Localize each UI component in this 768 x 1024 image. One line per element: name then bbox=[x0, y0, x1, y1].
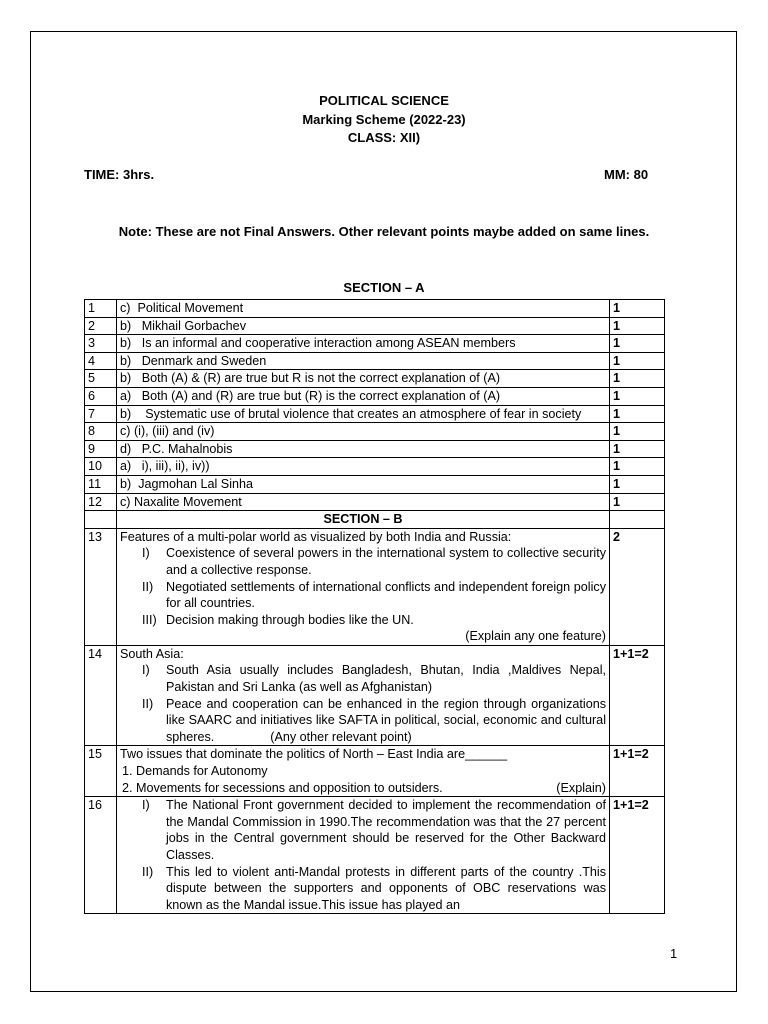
marks-cell: 1 bbox=[610, 300, 665, 318]
question-number: 14 bbox=[85, 645, 117, 746]
answer-row bbox=[85, 423, 665, 441]
answer-points bbox=[120, 662, 610, 745]
marks-cell: 1+1=2 bbox=[610, 645, 665, 746]
answer-cell: c) Political Movement bbox=[117, 300, 610, 318]
answer-row bbox=[85, 493, 665, 511]
marks-cell: 1 bbox=[610, 423, 665, 441]
answer-intro: South Asia: bbox=[120, 646, 184, 661]
class-title: CLASS: XII) bbox=[347, 130, 421, 145]
answer-cell bbox=[117, 645, 610, 746]
answer-intro: Two issues that dominate the politics of North – East India are______ bbox=[120, 747, 508, 762]
answer-cell: c) (i), (iii) and (iv) bbox=[117, 423, 610, 441]
answer-row bbox=[85, 300, 665, 318]
question-number: 11 bbox=[85, 475, 117, 493]
answer-intro: Features of a multi-polar world as visualized by both India and Russia: bbox=[120, 529, 512, 544]
answer-cell: a) i), iii), ii), iv)) bbox=[117, 458, 610, 476]
marks-cell: 1 bbox=[610, 387, 665, 405]
question-number: 9 bbox=[85, 440, 117, 458]
answer-point: II) Negotiated settlements of international conflicts and independent foreign policy for all countries. bbox=[142, 579, 606, 611]
subject-title: POLITICAL SCIENCE bbox=[319, 93, 449, 108]
answer-cell: c) Naxalite Movement bbox=[117, 493, 610, 511]
answer-note: (Explain) bbox=[556, 780, 606, 795]
answer-row bbox=[85, 352, 665, 370]
answer-points bbox=[120, 545, 606, 628]
question-number: 10 bbox=[85, 458, 117, 476]
answer-row bbox=[85, 440, 665, 458]
answer-point: 1. Demands for Autonomy bbox=[122, 764, 268, 779]
marks-cell: 1 bbox=[610, 370, 665, 388]
answer-row bbox=[85, 317, 665, 335]
answer-point: I) The National Front government decided to implement the recommendation of the Mandal Commission in 1990.The recommendation was that the 27 percent jobs in the Central government should be reserved for the Other Backward Classes. bbox=[142, 798, 606, 862]
answer-cell bbox=[117, 746, 610, 797]
answer-row bbox=[85, 387, 665, 405]
question-number: 6 bbox=[85, 387, 117, 405]
question-row-15 bbox=[85, 746, 665, 797]
answer-cell bbox=[117, 528, 610, 645]
document-header bbox=[0, 92, 768, 148]
answer-note: (Explain any one feature) bbox=[465, 629, 606, 644]
question-number: 15 bbox=[85, 746, 117, 797]
answer-point: I) South Asia usually includes Bangladesh, Bhutan, India ,Maldives Nepal, Pakistan and Sri Lanka (as well as Afghanistan) bbox=[142, 663, 606, 695]
question-row-13 bbox=[85, 528, 665, 645]
question-number: 3 bbox=[85, 335, 117, 353]
answer-cell: a) Both (A) and (R) are true but (R) is the correct explanation of (A) bbox=[117, 387, 610, 405]
answer-cell bbox=[117, 797, 610, 914]
max-marks-label: MM: 80 bbox=[604, 167, 649, 182]
marks-cell: 1+1=2 bbox=[610, 797, 665, 914]
answer-cell: b) Systematic use of brutal violence that creates an atmosphere of fear in society bbox=[117, 405, 610, 423]
section-a-rows bbox=[85, 300, 665, 511]
question-number: 8 bbox=[85, 423, 117, 441]
marks-cell: 1 bbox=[610, 493, 665, 511]
marks-cell: 1 bbox=[610, 458, 665, 476]
question-number: 16 bbox=[85, 797, 117, 914]
question-number: 7 bbox=[85, 405, 117, 423]
marks-cell: 1 bbox=[610, 352, 665, 370]
time-label: TIME: 3hrs. bbox=[84, 167, 155, 182]
page-number: 1 bbox=[670, 946, 678, 961]
question-number: 13 bbox=[85, 528, 117, 645]
marks-cell: 1 bbox=[610, 475, 665, 493]
question-number: 5 bbox=[85, 370, 117, 388]
question-number: 12 bbox=[85, 493, 117, 511]
answer-row bbox=[85, 458, 665, 476]
question-number: 4 bbox=[85, 352, 117, 370]
marking-scheme-title: Marking Scheme (2022-23) bbox=[302, 111, 466, 127]
answer-row bbox=[85, 335, 665, 353]
section-b-heading: SECTION – B bbox=[117, 511, 610, 529]
answer-point: 2. Movements for secessions and opposition to outsiders. (Explain) bbox=[122, 780, 606, 795]
answer-row bbox=[85, 405, 665, 423]
answer-cell: b) Jagmohan Lal Sinha bbox=[117, 475, 610, 493]
note-text: Note: These are not Final Answers. Other relevant points maybe added on same lines. bbox=[118, 224, 650, 239]
answer-point: II) This led to violent anti-Mandal protests in different parts of the country .This dispute between the supporters and opponents of OBC reservations was known as the Mandal issue.This issue has played an bbox=[142, 864, 606, 912]
answer-point: II) Peace and cooperation can be enhanced in the region through organizations like SAARC and initiatives like SAFTA in political, social, economic and cultural spheres. (Any other relevant point) bbox=[142, 696, 610, 744]
marks-cell: 2 bbox=[610, 528, 665, 645]
answer-cell: b) Denmark and Sweden bbox=[117, 352, 610, 370]
answer-row bbox=[85, 370, 665, 388]
marking-scheme-table bbox=[84, 299, 665, 914]
answer-points bbox=[120, 763, 606, 796]
answer-points bbox=[120, 797, 606, 913]
answer-cell: d) P.C. Mahalnobis bbox=[117, 440, 610, 458]
marks-cell: 1+1=2 bbox=[610, 746, 665, 797]
marks-cell: 1 bbox=[610, 405, 665, 423]
marks-cell: 1 bbox=[610, 335, 665, 353]
answer-point: I) Coexistence of several powers in the international system to collective security and a collective response. bbox=[142, 546, 606, 577]
question-row-14 bbox=[85, 645, 665, 746]
answer-point: III) Decision making through bodies like the UN. bbox=[142, 612, 414, 627]
section-b-heading-row bbox=[85, 511, 665, 529]
section-a-heading: SECTION – A bbox=[343, 280, 425, 295]
answer-row bbox=[85, 475, 665, 493]
marks-cell: 1 bbox=[610, 317, 665, 335]
answer-cell: b) Is an informal and cooperative interaction among ASEAN members bbox=[117, 335, 610, 353]
answer-cell: b) Mikhail Gorbachev bbox=[117, 317, 610, 335]
question-number: 1 bbox=[85, 300, 117, 318]
marks-cell: 1 bbox=[610, 440, 665, 458]
question-number: 2 bbox=[85, 317, 117, 335]
answer-cell: b) Both (A) & (R) are true but R is not the correct explanation of (A) bbox=[117, 370, 610, 388]
question-row-16 bbox=[85, 797, 665, 914]
